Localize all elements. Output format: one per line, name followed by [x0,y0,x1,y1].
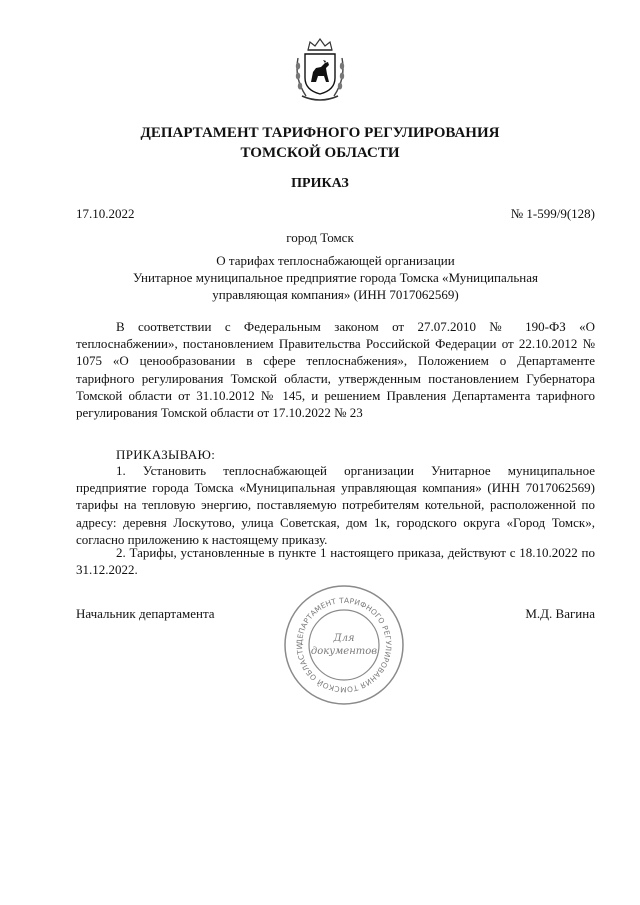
order-number: № 1-599/9(128) [510,206,595,221]
subject-line2: Унитарное муниципальное предприятие города Томска «Муниципальная [132,270,539,285]
stamp-ring-text: ДЕПАРТАМЕНТ ТАРИФНОГО РЕГУЛИРОВАНИЯ ТОМСКОЙ ОБЛАСТИ [294,595,394,695]
order-item-2: 2. Тарифы, установленные в пункте 1 настоящего приказа, действуют с 18.10.2022 по 31.12.2022. [76,545,595,578]
stamp-center-line1: Для [333,633,355,644]
stamp-center-line2: документов [310,646,378,657]
order-date: 17.10.2022 [76,206,135,221]
subject-line3: управляющая компания» (ИНН 7017062569) [212,287,459,302]
signatory-position: Начальник департамента [76,606,215,621]
department-stamp [282,583,406,707]
order-directive: ПРИКАЗЫВАЮ: [116,447,216,462]
department-name-line2: ТОМСКОЙ ОБЛАСТИ [240,145,400,161]
томская-область-coat-of-arms-icon [292,36,348,104]
preamble-paragraph: В соответствии с Федеральным законом от 27.07.2010 № 190-ФЗ «О теплоснабжении», постановлением Правительства Российской Федерации от 22.10.2012 № 1075 «О ценообразовании в сфере теплоснабжения», Положением о Департаменте тарифного регулирования Томской области, утвержденным постановлением Губернатора Томской области от 31.10.2012 № 145, и решением Правления Департамента тарифного регулирования Томской области от 17.10.2022 № 23 [76,319,595,421]
city-name: город Томск [286,230,354,245]
signatory-name: М.Д. Вагина [525,606,595,621]
svg-text:ДЕПАРТАМЕНТ ТАРИФНОГО РЕГУЛИРО [295,596,393,694]
order-subject [76,252,595,303]
department-name-line1: ДЕПАРТАМЕНТ ТАРИФНОГО РЕГУЛИРОВАНИЯ [140,125,500,141]
document-type-title: ПРИКАЗ [291,176,349,191]
order-item-1: 1. Установить теплоснабжающей организации Унитарное муниципальное предприятие города Томска «Муниципальная управляющая компания» (ИНН 7017062569) тарифы на тепловую энергию, поставляемую потребителям котельной, расположенной по адресу: деревня Лоскутово, улица Советская, дом 1к, городского округа «Город Томск», согласно приложению к настоящему приказу. [76,463,595,547]
subject-line1: О тарифах теплоснабжающей организации [216,253,455,268]
